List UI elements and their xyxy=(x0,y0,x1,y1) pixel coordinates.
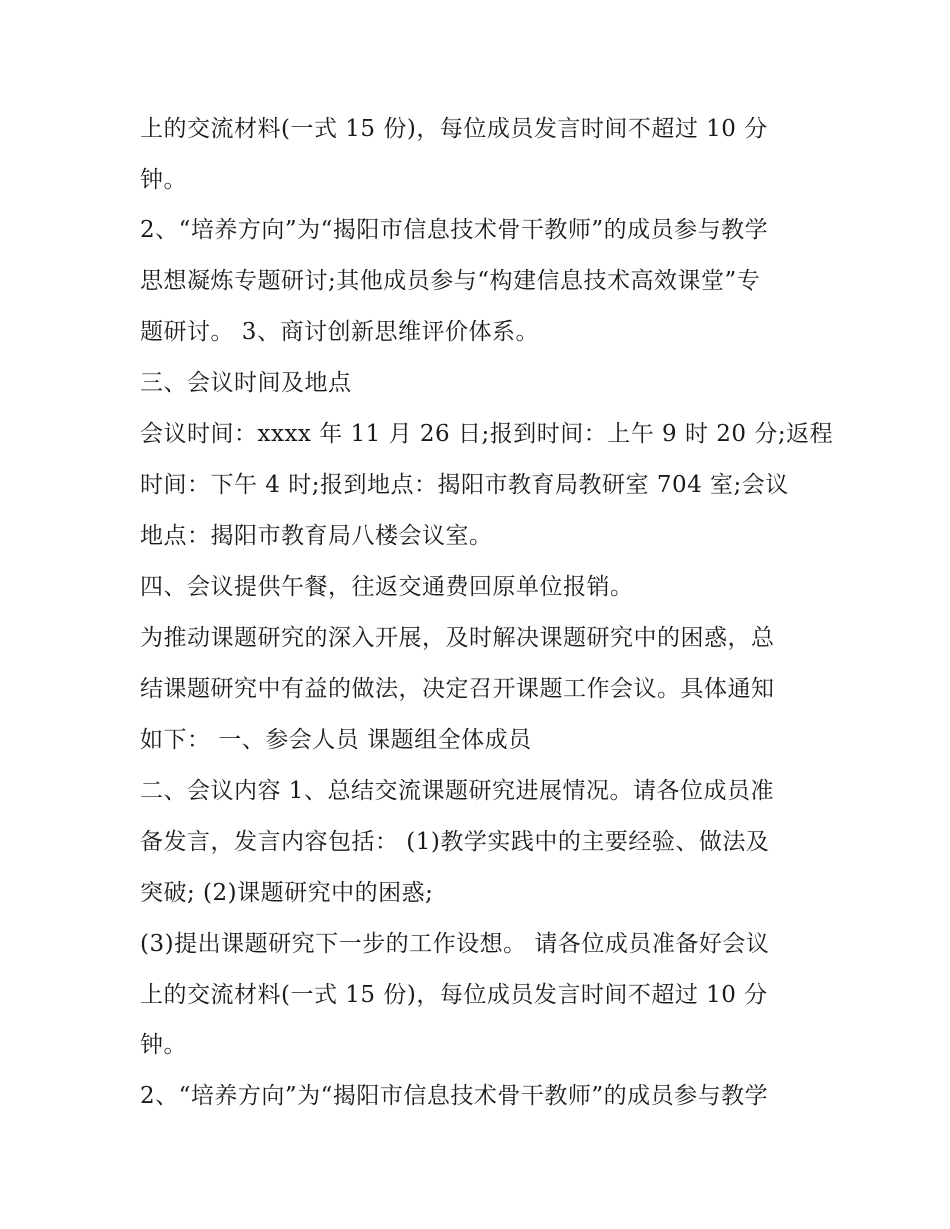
text-line: 2、“培养方向”为“揭阳市信息技术骨干教师”的成员参与教学 xyxy=(140,1083,769,1109)
text-line: 地点：揭阳市教育局八楼会议室。 xyxy=(140,523,493,549)
text-line: 上的交流材料(一式 15 份)，每位成员发言时间不超过 10 分 xyxy=(140,982,768,1008)
text-line: 时间：下午 4 时;报到地点：揭阳市教育局教研室 704 室;会议 xyxy=(140,472,789,498)
text-line: 突破; (2)课题研究中的困惑; xyxy=(140,880,434,906)
text-line: 如下： 一、参会人员 课题组全体成员 xyxy=(140,727,532,753)
text-line: 钟。 xyxy=(140,167,187,193)
text-line: 钟。 xyxy=(140,1032,187,1058)
text-line: (3)提出课题研究下一步的工作设想。 请各位成员准备好会议 xyxy=(140,931,770,957)
text-line: 二、会议内容 1、总结交流课题研究进展情况。请各位成员准 xyxy=(140,778,774,804)
text-line: 上的交流材料(一式 15 份)，每位成员发言时间不超过 10 分 xyxy=(140,116,768,142)
text-line: 题研讨。 3、商讨创新思维评价体系。 xyxy=(140,319,539,345)
text-line: 备发言，发言内容包括： (1)教学实践中的主要经验、做法及 xyxy=(140,829,770,855)
text-line: 为推动课题研究的深入开展，及时解决课题研究中的困惑，总 xyxy=(140,625,775,651)
text-line: 思想凝炼专题研讨;其他成员参与“构建信息技术高效课堂”专 xyxy=(140,268,761,294)
text-line: 结课题研究中有益的做法，决定召开课题工作会议。具体通知 xyxy=(140,676,775,702)
text-line: 2、“培养方向”为“揭阳市信息技术骨干教师”的成员参与教学 xyxy=(140,217,769,243)
section-heading: 四、会议提供午餐，往返交通费回原单位报销。 xyxy=(140,574,634,600)
section-heading: 三、会议时间及地点 xyxy=(140,370,352,396)
text-line: 会议时间：xxxx 年 11 月 26 日;报到时间：上午 9 时 20 分;返程 xyxy=(140,421,834,447)
